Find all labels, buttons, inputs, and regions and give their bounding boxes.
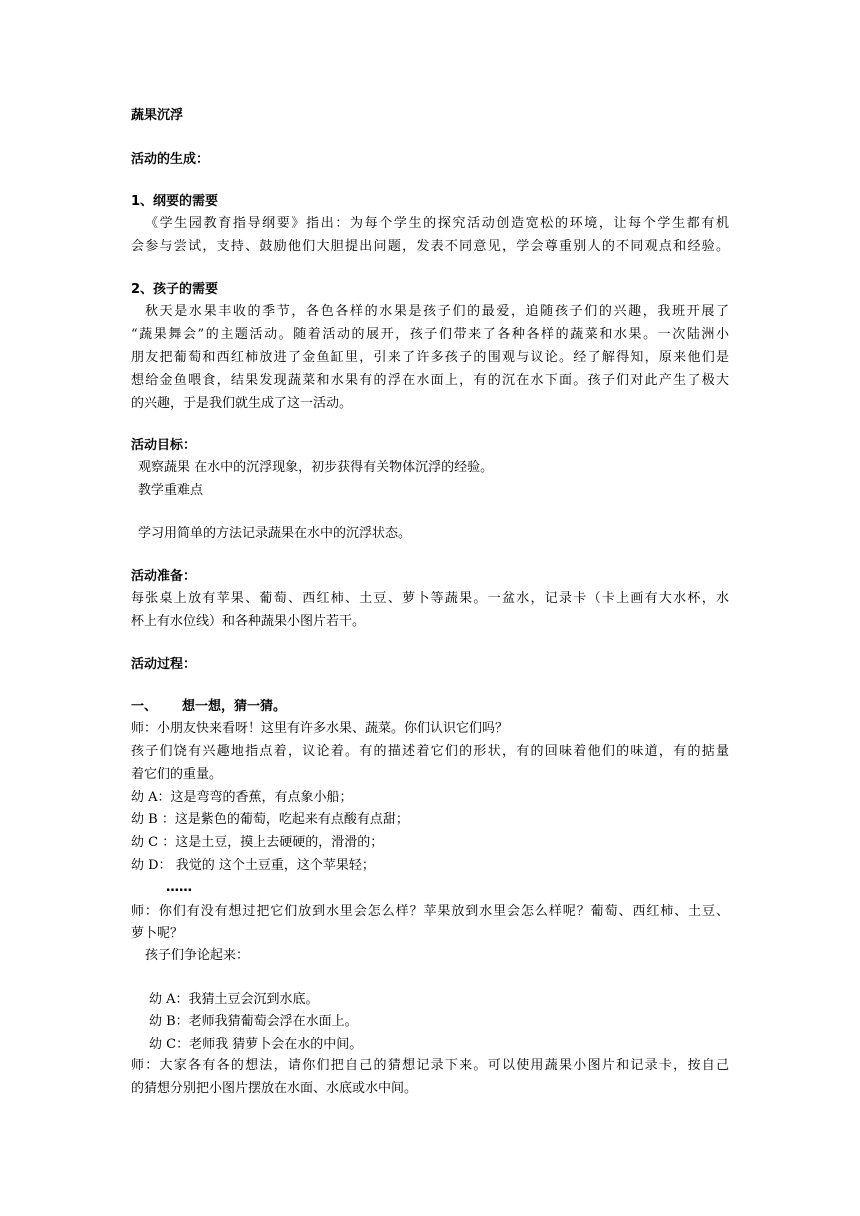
dialogue-line: 萝卜呢？ — [131, 926, 184, 941]
goal-line: 教学重难点 — [138, 483, 204, 498]
dialogue-line: 着它们的重量。 — [131, 767, 223, 782]
dialogue-line: 幼 B ：这是紫色的葡萄，吃起来有点酸有点甜； — [131, 812, 409, 827]
dialogue-line: 幼 B：老师我猜葡萄会浮在水面上。 — [149, 1014, 358, 1029]
subsection-heading-guideline: 1、纲要的需要 — [131, 194, 219, 209]
section-heading-goals: 活动目标： — [131, 438, 197, 453]
paragraph-line: “蔬果舞会”的主题活动。随着活动的展开，孩子们带来了各种各样的蔬菜和水果。一次陆洲小 — [131, 327, 729, 342]
section-heading-process: 活动过程： — [131, 657, 197, 672]
dialogue-line: 孩子们争论起来： — [145, 948, 250, 963]
dialogue-line: 幼 D： 我觉的 这个土豆重，这个苹果轻； — [131, 858, 375, 873]
goal-line: 学习用简单的方法记录蔬果在水中的沉浮状态。 — [138, 526, 412, 541]
dialogue-line: 的猜想分别把小图片摆放在水面、水底或水中间。 — [131, 1081, 418, 1096]
document-title: 蔬果沉浮 — [131, 108, 184, 123]
section-heading-generation: 活动的生成： — [131, 152, 210, 167]
paragraph-line: 朋友把葡萄和西红柿放进了金鱼缸里，引来了许多孩子的围观与议论。经了解得知，原来他们是 — [131, 350, 729, 365]
ellipsis: …… — [166, 880, 192, 895]
dialogue-line: 师：大家各有各的想法，请你们把自己的猜想记录下来。可以使用蔬果小图片和记录卡，按自己 — [131, 1058, 729, 1073]
paragraph-line: 想给金鱼喂食，结果发现蔬菜和水果有的浮在水面上，有的沉在水下面。孩子们对此产生了极大 — [131, 373, 729, 388]
subsection-heading-children: 2、孩子的需要 — [131, 282, 219, 297]
paragraph-line: 每张桌上放有苹果、葡萄、西红柿、土豆、萝卜等蔬果。一盆水，记录卡（卡上画有大水杯，水 — [131, 591, 729, 606]
step-number: 一、 — [131, 699, 158, 714]
paragraph-line: 《学生园教育指导纲要》指出：为每个学生的探究活动创造宽松的环境，让每个学生都有机 — [145, 216, 729, 231]
dialogue-line: 幼 A：我猜土豆会沉到水底。 — [149, 992, 319, 1007]
dialogue-line: 师：你们有没有想过把它们放到水里会怎么样？苹果放到水里会怎么样呢？葡萄、西红柿、土豆、 — [131, 904, 729, 919]
paragraph-line: 秋天是水果丰收的季节，各色各样的水果是孩子们的最爱，追随孩子们的兴趣，我班开展了 — [145, 304, 729, 319]
dialogue-line: 幼 A：这是弯弯的香蕉，有点象小船； — [131, 790, 353, 805]
paragraph-line: 杯上有水位线）和各种蔬果小图片若干。 — [131, 614, 366, 629]
paragraph-line: 会参与尝试，支持、鼓励他们大胆提出问题，发表不同意见，学会尊重别人的不同观点和经验。 — [131, 239, 729, 254]
section-heading-preparation: 活动准备： — [131, 569, 197, 584]
dialogue-line: 师：小朋友快来看呀！这里有许多水果、蔬菜。你们认识它们吗？ — [131, 721, 509, 736]
dialogue-line: 幼 C ：这是土豆，摸上去硬硬的，滑滑的； — [131, 835, 384, 850]
dialogue-line: 幼 C：老师我 猜萝卜会在水的中间。 — [149, 1037, 363, 1052]
dialogue-line: 孩子们饶有兴趣地指点着，议论着。有的描述着它们的形状，有的回味着他们的味道，有的掂量 — [131, 744, 729, 759]
step-title: 想一想，猜一猜。 — [182, 699, 287, 714]
goal-line: 观察蔬果 在水中的沉浮现象，初步获得有关物体沉浮的经验。 — [138, 460, 494, 475]
paragraph-line: 的兴趣，于是我们就生成了这一活动。 — [131, 396, 353, 411]
